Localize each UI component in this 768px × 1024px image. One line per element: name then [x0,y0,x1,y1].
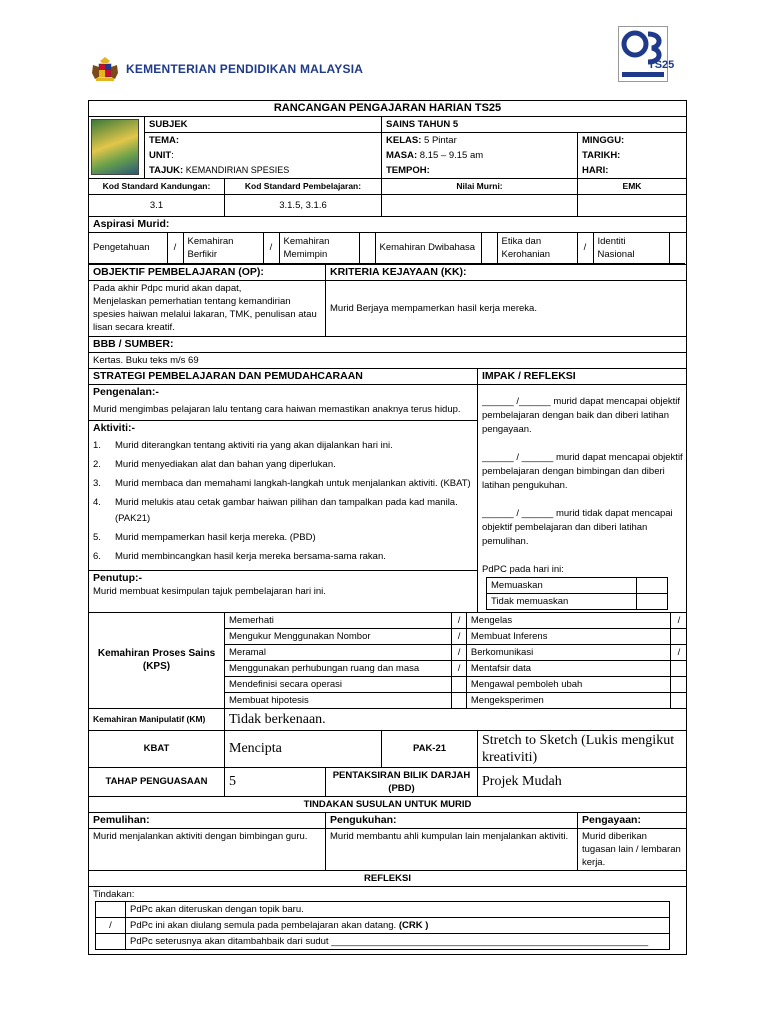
aspirasi-row [89,233,687,265]
aspirasi-mark [481,233,497,263]
aspirasi-mark: / [577,233,593,263]
nilai-header: Nilai Murni: [382,179,578,195]
kelas-value: 5 Pintar [424,135,457,146]
masa-value: 8.15 – 9.15 am [419,150,484,161]
pengayaan-label: Pengayaan: [578,812,687,828]
kps-mark: / [670,613,687,629]
tema-label: TEMA: [145,133,382,149]
aspirasi-item: Pengetahuan [89,233,167,263]
aspirasi-item: Kemahiran Dwibahasa [375,233,481,263]
aspirasi-item: Identiti Nasional [593,233,669,263]
strategi-label: STRATEGI PEMBELAJARAN DAN PEMUDAHCARAAN [89,368,478,384]
tindakan-mark[interactable] [96,933,126,949]
list-item: 5. Murid mempamerkan hasil kerja mereka. (PBD) [93,531,316,543]
tajuk-value: KEMANDIRIAN SPESIES [185,165,290,175]
bbb-label: BBB / SUMBER: [89,336,687,352]
aspirasi-item: Kemahiran Memimpin [279,233,359,263]
kps-mark [452,692,467,708]
kps-mark: / [452,628,467,644]
kps-item: Berkomunikasi [466,644,670,660]
tindakan-table [95,901,670,950]
tindakan-mark[interactable]: / [96,917,126,933]
emk-header: EMK [578,179,687,195]
pdpc-table [486,577,668,610]
pengenalan-text: Murid mengimbas pelajaran lalu tentang cara haiwan memastikan anaknya terus hidup. [93,403,461,415]
kbat-value: Mencipta [225,730,382,767]
km-value: Tidak berkenaan. [225,708,687,730]
kelas-cell: KELAS: 5 Pintar [382,133,578,149]
plan-table [88,100,687,955]
tajuk-cell: TAJUK: KEMANDIRIAN SPESIES [145,163,382,179]
refleksi-label: REFLEKSI [89,870,687,886]
kps-mark [670,660,687,676]
ksk-header: Kod Standard Kandungan: [89,179,225,195]
kps-item: Mentafsir data [466,660,670,676]
tindakan-text: PdPc akan diteruskan dengan topik baru. [126,901,670,917]
list-item: 1. Murid diterangkan tentang aktiviti ria yang akan dijalankan hari ini. [93,439,393,451]
aspirasi-item: Etika dan Kerohanian [497,233,577,263]
pengukuhan-label: Pengukuhan: [326,812,578,828]
kps-item: Membuat hipotesis [225,692,452,708]
kps-item: Menggunakan perhubungan ruang dan masa [225,660,452,676]
pdpc-label: PdPC pada hari ini: [482,563,564,575]
emk-value [578,195,687,217]
minggu-label: MINGGU: [578,133,687,149]
kps-mark: / [670,644,687,660]
pemulihan-label: Pemulihan: [89,812,326,828]
pak21-label: PAK-21 [382,730,478,767]
aktiviti-label: Aktiviti:- [93,421,135,434]
penutup-label: Penutup:- [93,571,142,584]
aspirasi-table [89,233,685,264]
ksp-header: Kod Standard Pembelajaran: [225,179,382,195]
ksp-value: 3.1.5, 3.1.6 [225,195,382,217]
pdpc-checkbox[interactable] [637,577,668,593]
kriteria-label: KRITERIA KEJAYAAN (KK): [326,264,687,280]
list-item: 6. Murid membincangkan hasil kerja mereka bersama-sama rakan. [93,550,386,562]
pbd-value: Projek Mudah [478,767,687,796]
aspirasi-mark: / [167,233,183,263]
kps-item: Mengeksperimen [466,692,670,708]
aspirasi-mark [669,233,685,263]
km-label: Kemahiran Manipulatif (KM) [89,708,225,730]
lesson-plan [88,100,686,955]
aktiviti-list [93,438,473,565]
textbook-cover [89,117,145,179]
tindakan-text: PdPc seterusnya akan ditambahbaik dari sudut ____________________________________________________________ [126,933,670,949]
logo-text: TS25 [648,59,675,71]
tindakan-text: PdPc ini akan diulang semula pada pembelajaran akan datang. (CRK ) [126,917,670,933]
list-item: 3. Murid membaca dan memahami langkah-langkah untuk menjalankan aktiviti. (KBAT) [93,477,471,489]
pemulihan-text: Murid menjalankan aktiviti dengan bimbingan guru. [89,828,326,870]
hari-label: HARI: [578,163,687,179]
penutup-text: Murid membuat kesimpulan tajuk pembelajaran hari ini. [93,585,326,597]
pbd-label: PENTAKSIRAN BILIK DARJAH (PBD) [326,767,478,796]
kps-item: Mendefinisi secara operasi [225,676,452,692]
kps-item: Mengelas [466,613,670,629]
malaysia-crest-icon [90,55,120,83]
pengenalan-label: Pengenalan:- [93,385,159,398]
impak-label: IMPAK / REFLEKSI [478,368,687,384]
pdpc-checkbox[interactable] [637,593,668,609]
impak-r2: ______ / ______ murid dapat mencapai objektif pembelajaran dengan bimbingan dan diberi latihan pengukuhan. [482,451,683,491]
ministry-header [90,55,363,83]
pak21-value: Stretch to Sketch (Lukis mengikut kreativiti) [478,730,687,767]
kps-table [225,613,687,708]
aspirasi-mark [359,233,375,263]
kps-item: Mengawal pemboleh ubah [466,676,670,692]
impak-body [478,384,687,612]
kps-mark: / [452,660,467,676]
unit-cell: UNIT: [145,148,382,163]
ts25-logo-icon [618,26,675,82]
objektif-text: Pada akhir Pdpc murid akan dapat, Menjelaskan pemerhatian tentang kemandirian spesies haiwan melalui lakaran, TMK, penulisan atau lisan secara kreatif. [89,280,326,336]
kps-label: Kemahiran Proses Sains (KPS) [89,612,225,708]
kps-mark [452,676,467,692]
tempoh-label: TEMPOH: [382,163,578,179]
impak-r3: ______ / ______ murid tidak dapat mencapai objektif pembelajaran dan diberi latihan pemulihan. [482,507,673,547]
tindakan-label: Tindakan: [93,888,135,900]
pdpc-option: Memuaskan [487,577,637,593]
kps-item: Meramal [225,644,452,660]
kps-mark [670,676,687,692]
kps-body [225,612,687,708]
kps-item: Membuat Inferens [466,628,670,644]
masa-cell: MASA: 8.15 – 9.15 am [382,148,578,163]
aspirasi-mark: / [263,233,279,263]
objektif-label: OBJEKTIF PEMBELAJARAN (OP): [89,264,326,280]
kps-mark: / [452,613,467,629]
ministry-title: KEMENTERIAN PENDIDIKAN MALAYSIA [126,62,364,76]
list-item: 2. Murid menyediakan alat dan bahan yang diperlukan. [93,458,336,470]
kps-item: Mengukur Menggunakan Nombor [225,628,452,644]
tahap-value: 5 [225,767,326,796]
tahap-label: TAHAP PENGUASAAN [89,767,225,796]
strategi-body [89,384,478,612]
pengukuhan-text: Murid membantu ahli kumpulan lain menjalankan aktiviti. [326,828,578,870]
nilai-value [382,195,578,217]
pengayaan-text: Murid diberikan tugasan lain / lembaran kerja. [578,828,687,870]
susulan-label: TINDAKAN SUSULAN UNTUK MURID [89,796,687,812]
kps-mark [670,692,687,708]
subjek-value: SAINS TAHUN 5 [382,117,687,133]
kps-mark: / [452,644,467,660]
refleksi-body [89,886,687,954]
plan-title: RANCANGAN PENGAJARAN HARIAN TS25 [89,101,687,117]
subjek-label: SUBJEK [145,117,382,133]
kriteria-text: Murid Berjaya mempamerkan hasil kerja mereka. [326,280,687,336]
aspirasi-item: Kemahiran Berfikir [183,233,263,263]
pdpc-option: Tidak memuaskan [487,593,637,609]
list-item: 4. Murid melukis atau cetak gambar haiwan pilihan dan tampalkan pada kad manila. (PAK21) [93,496,458,524]
tindakan-mark[interactable] [96,901,126,917]
kps-item: Memerhati [225,613,452,629]
bbb-text: Kertas. Buku teks m/s 69 [89,352,687,368]
tarikh-label: TARIKH: [578,148,687,163]
impak-r1: ______ /______ murid dapat mencapai objektif pembelajaran dengan baik dan diberi latihan pengayaan. [482,395,681,435]
ksk-value: 3.1 [89,195,225,217]
kbat-label: KBAT [89,730,225,767]
aspirasi-label: Aspirasi Murid: [89,217,687,233]
kps-mark [670,628,687,644]
textbook-cover-image [91,119,139,175]
